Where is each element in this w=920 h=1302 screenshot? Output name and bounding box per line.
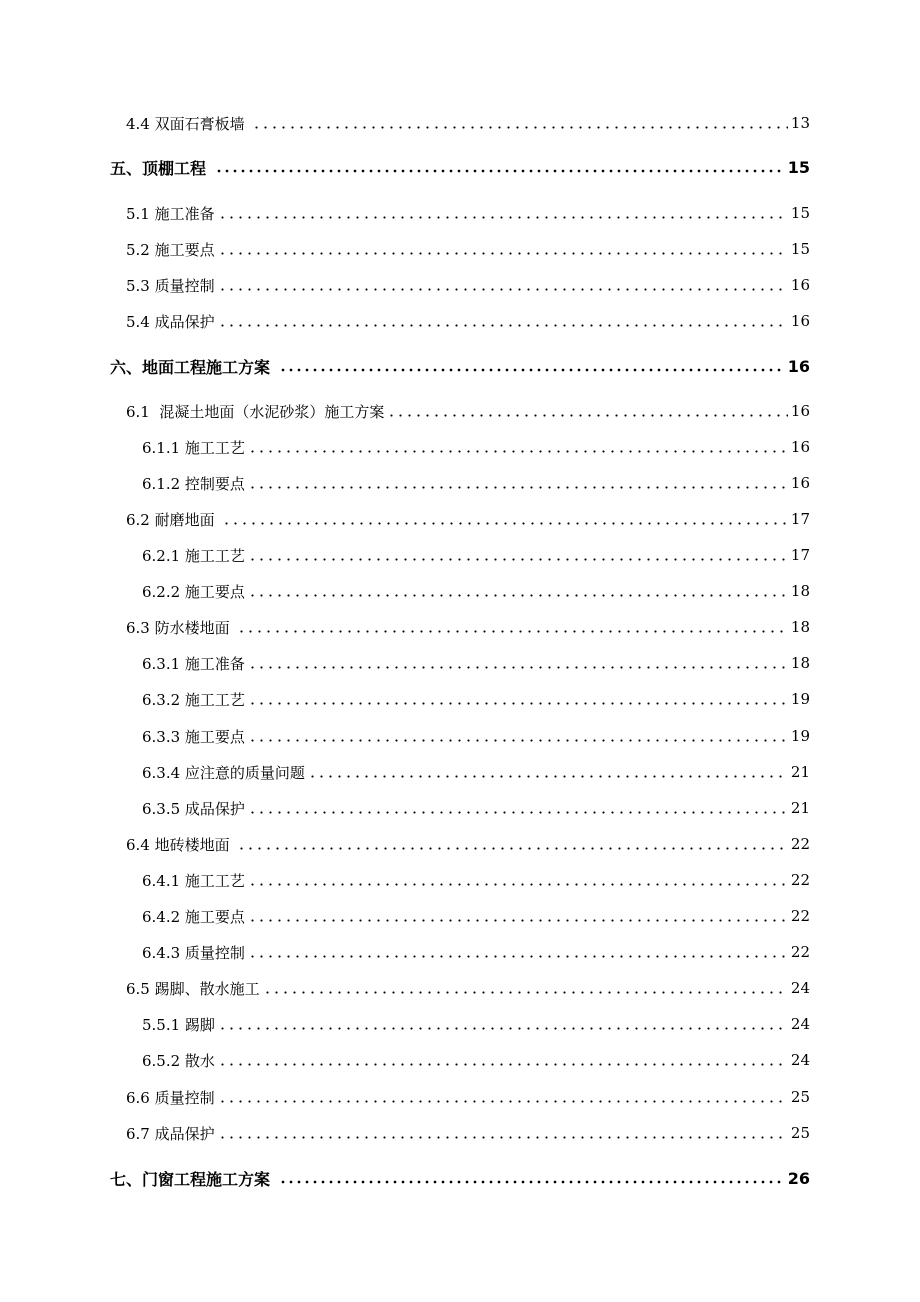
toc-entry-title: 5.4 成品保护 [126, 312, 215, 331]
toc-entry-title: 6.4.2 施工要点 [142, 907, 245, 926]
toc-entry-6-4-1[interactable] [142, 868, 810, 892]
toc-chapter-6[interactable] [110, 354, 810, 378]
dot-leader [263, 991, 788, 994]
toc-page-number: 24 [790, 979, 810, 997]
toc-entry-6-3-3[interactable] [142, 724, 810, 748]
toc-entry-6-4[interactable] [126, 832, 810, 856]
toc-entry-title: 6.3.1 施工准备 [142, 654, 245, 673]
toc-entry-title: 6.3.3 施工要点 [142, 727, 245, 746]
toc-entry-6-1-2[interactable] [142, 471, 810, 495]
toc-entry-6-3-1[interactable] [142, 651, 810, 675]
dot-leader [248, 594, 788, 597]
toc-entry-title: 6.3.2 施工工艺 [142, 690, 245, 709]
toc-page-number: 13 [790, 114, 810, 132]
toc-entry-6-2-1[interactable] [142, 543, 810, 567]
dot-leader [237, 847, 788, 850]
toc-entry-title: 4.4 双面石膏板墙 [126, 114, 250, 133]
toc-page-number: 18 [790, 582, 810, 600]
dot-leader [248, 486, 788, 489]
toc-entry-4-4[interactable] [126, 111, 810, 135]
toc-entry-6-1[interactable] [126, 399, 810, 423]
toc-page-number: 21 [790, 763, 810, 781]
toc-entry-6-4-3[interactable] [142, 940, 810, 964]
toc-entry-title: 6.4.1 施工工艺 [142, 871, 245, 890]
toc-page-number: 16 [787, 356, 810, 376]
toc-entry-6-3-2[interactable] [142, 687, 810, 711]
toc-entry-title: 6.1 混凝土地面（水泥砂浆）施工方案 [126, 402, 385, 421]
toc-page-number: 16 [790, 276, 810, 294]
dot-leader [248, 883, 788, 886]
toc-page-number: 18 [790, 654, 810, 672]
toc-entry-6-2-2[interactable] [142, 579, 810, 603]
dot-leader [279, 1180, 785, 1184]
toc-page-number: 16 [790, 402, 810, 420]
toc-page-number: 21 [790, 799, 810, 817]
toc-entry-title: 6.3 防水楼地面 [126, 618, 235, 637]
toc-entry-title: 6.6 质量控制 [126, 1088, 215, 1107]
toc-page-number: 22 [790, 907, 810, 925]
dot-leader [218, 288, 788, 291]
dot-leader [308, 775, 788, 778]
toc-entry-title: 5.1 施工准备 [126, 204, 215, 223]
toc-page-number: 18 [790, 618, 810, 636]
toc-entry-title: 6.2.2 施工要点 [142, 582, 245, 601]
dot-leader [248, 919, 788, 922]
toc-page-number: 22 [790, 943, 810, 961]
dot-leader [215, 169, 785, 173]
dot-leader [218, 324, 788, 327]
toc-entry-6-1-1[interactable] [142, 435, 810, 459]
toc-page-number: 16 [790, 312, 810, 330]
toc-page-number: 15 [790, 204, 810, 222]
toc-entry-title: 5.5.1 踢脚 [142, 1015, 215, 1034]
toc-entry-6-3-5[interactable] [142, 796, 810, 820]
toc-entry-title: 6.2 耐磨地面 [126, 510, 220, 529]
toc-page-number: 22 [790, 835, 810, 853]
toc-entry-5-4[interactable] [126, 309, 810, 333]
toc-entry-title: 6.5.2 散水 [142, 1051, 215, 1070]
dot-leader [248, 450, 788, 453]
dot-leader [237, 630, 788, 633]
toc-entry-title: 6.1.2 控制要点 [142, 474, 245, 493]
dot-leader [248, 558, 788, 561]
toc-page-number: 19 [790, 727, 810, 745]
toc-page-number: 19 [790, 690, 810, 708]
toc-entry-6-6[interactable] [126, 1085, 810, 1109]
toc-page-number: 25 [790, 1088, 810, 1106]
toc-entry-6-3-4[interactable] [142, 760, 810, 784]
dot-leader [248, 702, 788, 705]
toc-entry-6-5[interactable] [126, 976, 810, 1000]
dot-leader [218, 1136, 788, 1139]
dot-leader [218, 1027, 788, 1030]
toc-entry-6-5-2[interactable] [142, 1048, 810, 1072]
dot-leader [248, 811, 788, 814]
dot-leader [252, 126, 788, 129]
toc-page-number: 26 [787, 1168, 810, 1188]
toc-entry-title: 5.3 质量控制 [126, 276, 215, 295]
toc-page-number: 24 [790, 1015, 810, 1033]
dot-leader [218, 252, 788, 255]
toc-page-number: 22 [790, 871, 810, 889]
toc-entry-5-5-1[interactable] [142, 1012, 810, 1036]
toc-entry-5-3[interactable] [126, 273, 810, 297]
dot-leader [279, 368, 785, 372]
toc-entry-6-2[interactable] [126, 507, 810, 531]
toc-entry-title: 6.7 成品保护 [126, 1124, 215, 1143]
dot-leader [218, 216, 788, 219]
toc-entry-title: 6.4 地砖楼地面 [126, 835, 235, 854]
toc-chapter-7[interactable] [110, 1166, 810, 1190]
toc-chapter-5[interactable] [110, 155, 810, 179]
dot-leader [248, 955, 788, 958]
dot-leader [387, 414, 788, 417]
dot-leader [248, 739, 788, 742]
toc-chapter-title: 七、门窗工程施工方案 [110, 1169, 276, 1189]
toc-page-number: 24 [790, 1051, 810, 1069]
toc-page-number: 15 [790, 240, 810, 258]
toc-chapter-title: 五、顶棚工程 [110, 158, 212, 178]
toc-page-number: 16 [790, 474, 810, 492]
toc-entry-title: 5.2 施工要点 [126, 240, 215, 259]
toc-entry-title: 6.3.5 成品保护 [142, 799, 245, 818]
toc-entry-6-3[interactable] [126, 615, 810, 639]
toc-entry-6-7[interactable] [126, 1121, 810, 1145]
toc-page-number: 16 [790, 438, 810, 456]
toc-entry-title: 6.5 踢脚、散水施工 [126, 979, 260, 998]
toc-entry-title: 6.1.1 施工工艺 [142, 438, 245, 457]
toc-entry-6-4-2[interactable] [142, 904, 810, 928]
toc-page-number: 17 [790, 510, 810, 528]
toc-entry-title: 6.2.1 施工工艺 [142, 546, 245, 565]
toc-page-number: 25 [790, 1124, 810, 1142]
toc-chapter-title: 六、地面工程施工方案 [110, 357, 276, 377]
toc-entry-5-1[interactable] [126, 201, 810, 225]
dot-leader [218, 1100, 788, 1103]
toc-entry-title: 6.4.3 质量控制 [142, 943, 245, 962]
toc-entry-title: 6.3.4 应注意的质量问题 [142, 763, 305, 782]
dot-leader [218, 1063, 788, 1066]
toc-page-number: 15 [787, 157, 810, 177]
toc-entry-5-2[interactable] [126, 237, 810, 261]
dot-leader [222, 522, 788, 525]
toc-page-number: 17 [790, 546, 810, 564]
dot-leader [248, 666, 788, 669]
